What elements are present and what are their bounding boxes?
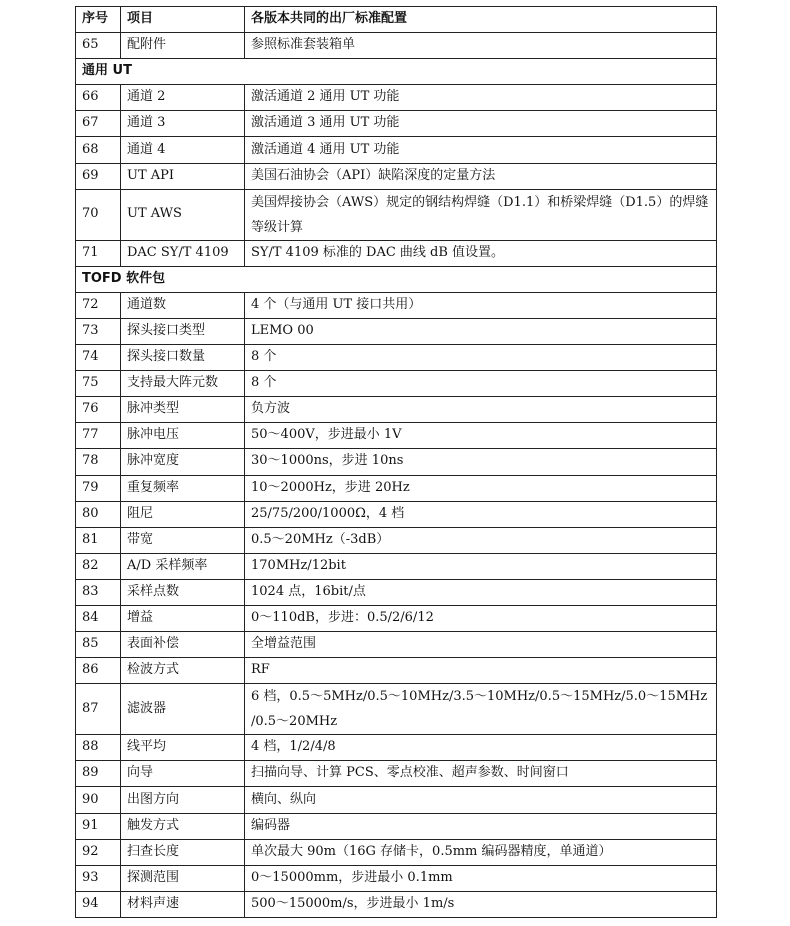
row-value: 美国焊接协会（AWS）规定的钢结构焊缝（D1.1）和桥梁焊缝（D1.5）的焊缝等级计算 [245,189,717,240]
row-item: 脉冲电压 [121,423,245,449]
row-item: 材料声速 [121,891,245,917]
row-number: 76 [76,397,121,423]
row-number: 84 [76,605,121,631]
table-row [76,449,717,475]
table-row [76,761,717,787]
row-item: 表面补偿 [121,632,245,658]
table-row [76,345,717,371]
row-item: 带宽 [121,527,245,553]
table-row [76,632,717,658]
row-item: 扫查长度 [121,839,245,865]
row-number: 94 [76,891,121,917]
table-row [76,891,717,917]
row-item: 通道 4 [121,137,245,163]
row-item: 配附件 [121,33,245,59]
header-no: 序号 [76,7,121,33]
row-number: 90 [76,787,121,813]
row-item: 通道数 [121,292,245,318]
row-value: 0～110dB，步进：0.5/2/6/12 [245,605,717,631]
row-value: 负方波 [245,397,717,423]
table-row [76,865,717,891]
row-number: 78 [76,449,121,475]
table-header-row [76,7,717,33]
table-row [76,501,717,527]
row-value: 激活通道 2 通用 UT 功能 [245,85,717,111]
row-number: 69 [76,163,121,189]
row-number: 65 [76,33,121,59]
row-number: 92 [76,839,121,865]
table-row [76,85,717,111]
row-value: 全增益范围 [245,632,717,658]
table-row [76,813,717,839]
row-number: 73 [76,318,121,344]
row-item: 探测范围 [121,865,245,891]
row-value: 激活通道 4 通用 UT 功能 [245,137,717,163]
row-value: 0.5～20MHz（-3dB） [245,527,717,553]
section-row [76,266,717,292]
table-row [76,579,717,605]
spec-table-body [76,33,717,918]
row-item: 支持最大阵元数 [121,371,245,397]
row-value: LEMO 00 [245,318,717,344]
row-number: 75 [76,371,121,397]
table-row [76,111,717,137]
table-row [76,33,717,59]
table-row [76,839,717,865]
table-row [76,189,717,240]
row-value: 6 档，0.5～5MHz/0.5～10MHz/3.5～10MHz/0.5～15MHz/5.0～15MHz /0.5～20MHz [245,684,717,735]
table-row [76,735,717,761]
row-item: 检波方式 [121,658,245,684]
table-row [76,137,717,163]
table-row [76,163,717,189]
spec-table [75,6,717,918]
row-number: 79 [76,475,121,501]
row-value: 50～400V，步进最小 1V [245,423,717,449]
row-number: 86 [76,658,121,684]
row-value: 扫描向导、计算 PCS、零点校准、超声参数、时间窗口 [245,761,717,787]
table-row [76,475,717,501]
row-item: 脉冲类型 [121,397,245,423]
table-row [76,658,717,684]
row-number: 89 [76,761,121,787]
row-number: 85 [76,632,121,658]
row-item: 脉冲宽度 [121,449,245,475]
table-row [76,318,717,344]
row-value: 参照标准套装箱单 [245,33,717,59]
table-row [76,684,717,735]
row-number: 66 [76,85,121,111]
row-number: 68 [76,137,121,163]
header-config: 各版本共同的出厂标准配置 [245,7,717,33]
row-item: UT API [121,163,245,189]
row-number: 93 [76,865,121,891]
row-value: 单次最大 90m（16G 存储卡，0.5mm 编码器精度，单通道） [245,839,717,865]
row-number: 91 [76,813,121,839]
section-title: 通用 UT [76,59,717,85]
row-number: 87 [76,684,121,735]
row-item: 通道 3 [121,111,245,137]
row-item: 采样点数 [121,579,245,605]
row-number: 70 [76,189,121,240]
table-row [76,292,717,318]
row-item: 重复频率 [121,475,245,501]
row-item: 探头接口数量 [121,345,245,371]
table-row [76,397,717,423]
row-item: 通道 2 [121,85,245,111]
table-row [76,553,717,579]
row-item: A/D 采样频率 [121,553,245,579]
row-value: 500～15000m/s，步进最小 1m/s [245,891,717,917]
row-value: 8 个 [245,371,717,397]
row-number: 67 [76,111,121,137]
header-item: 项目 [121,7,245,33]
row-number: 81 [76,527,121,553]
spec-page [75,6,716,918]
row-item: 滤波器 [121,684,245,735]
row-item: 触发方式 [121,813,245,839]
row-number: 80 [76,501,121,527]
row-item: 阻尼 [121,501,245,527]
row-value: 1024 点，16bit/点 [245,579,717,605]
row-item: 探头接口类型 [121,318,245,344]
row-number: 77 [76,423,121,449]
row-value: 30～1000ns，步进 10ns [245,449,717,475]
row-value: SY/T 4109 标准的 DAC 曲线 dB 值设置。 [245,240,717,266]
row-value: 10～2000Hz，步进 20Hz [245,475,717,501]
row-number: 74 [76,345,121,371]
row-value: 4 档，1/2/4/8 [245,735,717,761]
row-item: 线平均 [121,735,245,761]
row-item: DAC SY/T 4109 [121,240,245,266]
row-item: 向导 [121,761,245,787]
table-row [76,527,717,553]
row-value: 横向、纵向 [245,787,717,813]
row-value: 25/75/200/1000Ω，4 档 [245,501,717,527]
table-row [76,423,717,449]
row-value: RF [245,658,717,684]
row-value: 8 个 [245,345,717,371]
row-number: 71 [76,240,121,266]
table-row [76,787,717,813]
row-number: 83 [76,579,121,605]
section-title: TOFD 软件包 [76,266,717,292]
row-number: 82 [76,553,121,579]
table-row [76,240,717,266]
row-value: 编码器 [245,813,717,839]
row-number: 88 [76,735,121,761]
row-number: 72 [76,292,121,318]
table-row [76,605,717,631]
row-value: 激活通道 3 通用 UT 功能 [245,111,717,137]
row-item: 增益 [121,605,245,631]
row-value: 美国石油协会（API）缺陷深度的定量方法 [245,163,717,189]
row-item: 出图方向 [121,787,245,813]
table-row [76,371,717,397]
row-value: 170MHz/12bit [245,553,717,579]
row-value: 4 个（与通用 UT 接口共用） [245,292,717,318]
row-item: UT AWS [121,189,245,240]
section-row [76,59,717,85]
row-value: 0～15000mm，步进最小 0.1mm [245,865,717,891]
